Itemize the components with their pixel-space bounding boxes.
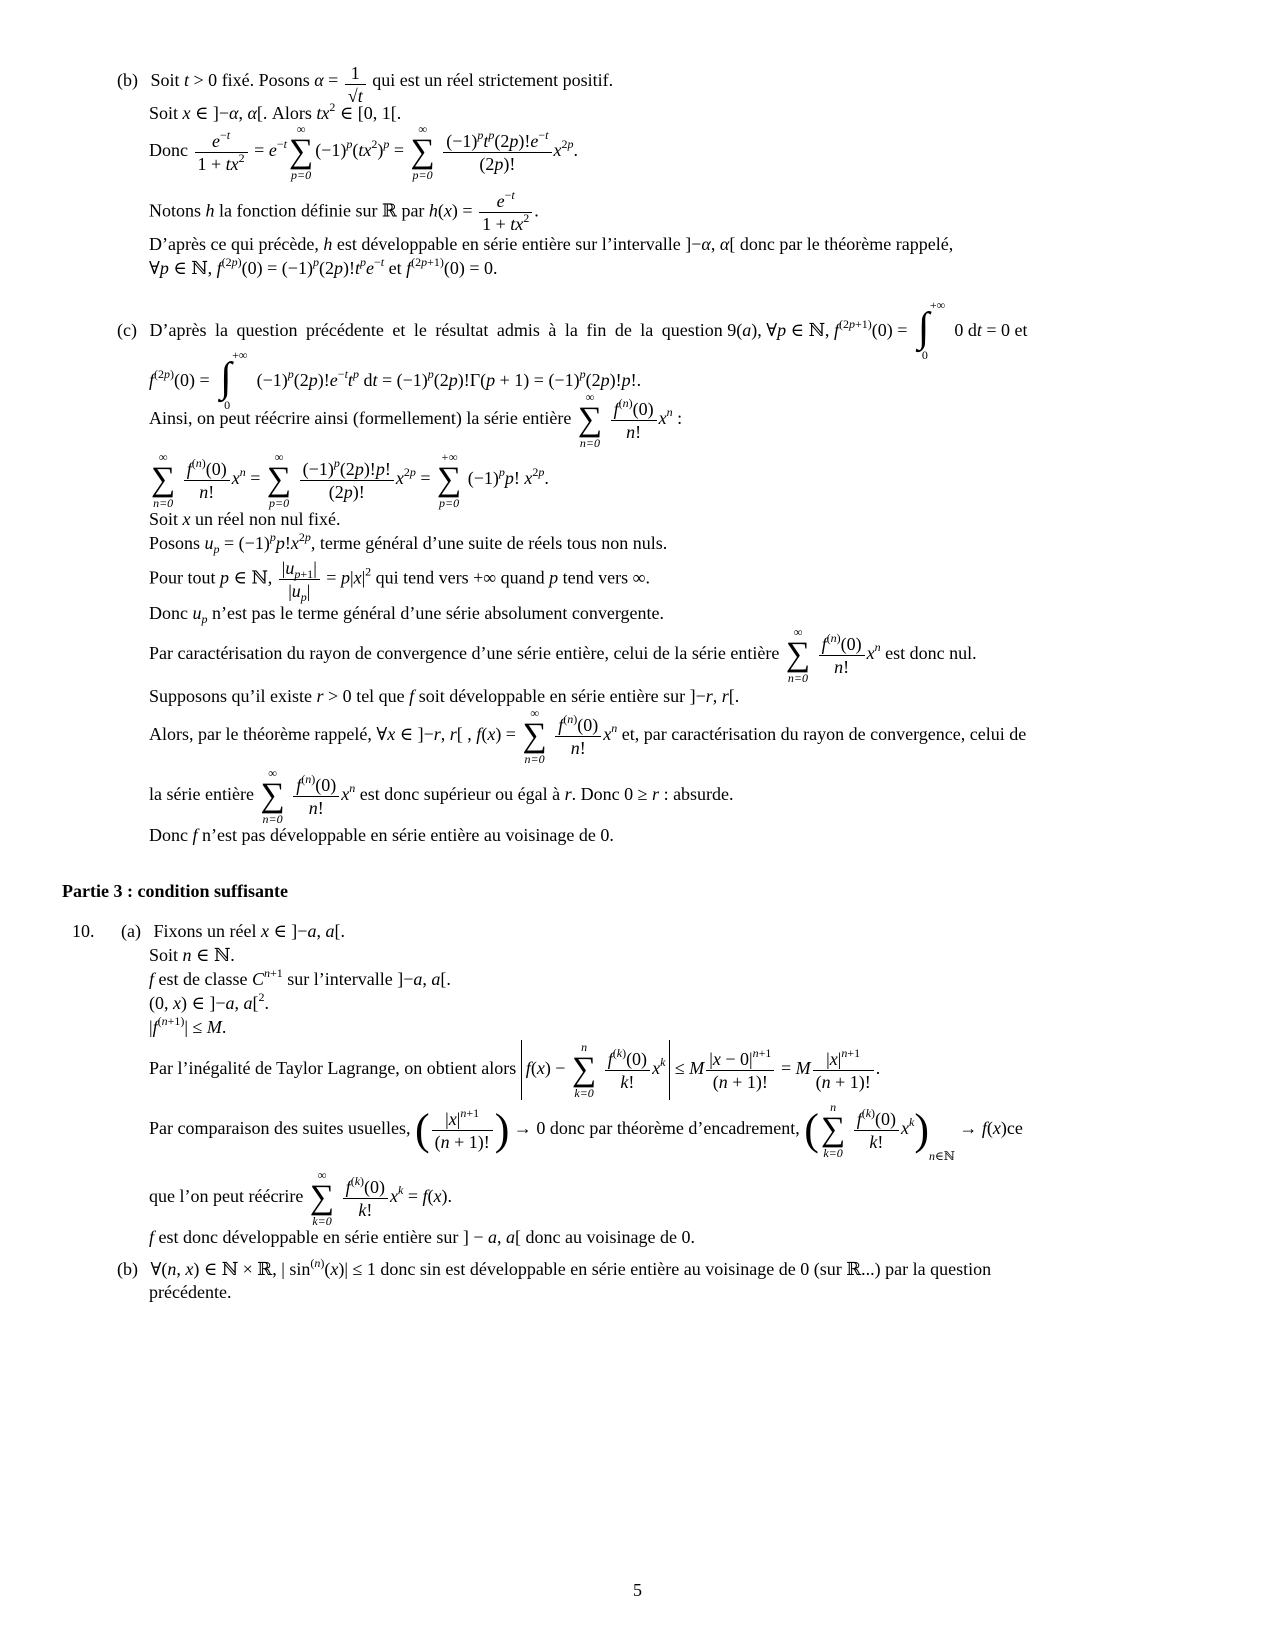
- q9c-line11: Alors, par le théorème rappelé, ∀x ∈ ]−r, r[ , f(x) = ∞ ∑ n=0 $\frac{f^{(n)}(0)}{n!}$ $x^n$ et, par caractérisation du rayon de convergence, celui de: [149, 706, 1027, 766]
- section-title: Partie 3 : condition suffisante: [62, 881, 288, 901]
- q9c-line7: Pour tout p ∈ ℕ, $\frac{|u_{p+1}|}{|u_p|}$ = $p|x|^2$ qui tend vers +∞ quand p tend vers ∞.: [149, 558, 650, 604]
- q10b-line2: précédente.: [149, 1282, 232, 1302]
- q9c-line9: Par caractérisation du rayon de convergence d’une série entière, celui de la série entière ∞ ∑ n=0 $\frac{f^{(n)}(0)}{n!}$ $x^n$ est donc nul.: [149, 625, 977, 685]
- q9c-line6: Posons $u_p = (-1)^pp!x^{2p}$, terme général d’une suite de réels tous non nuls.: [149, 530, 668, 556]
- q9c-line4: ∞ ∑ n=0 $\frac{f^{(n)}(0)}{n!}$ $x^n$ = ∞ ∑ p=0 $\frac{(-1)^p(2p)!p!}{(2p)!}$ $x^{2p}$ = +∞ ∑ p=0 $(-1)^pp$! $x^{2p}$.: [151, 450, 549, 510]
- q9b-line1: (b) Soit t > 0 fixé. Posons α = $\frac{1}{√t}$ qui est un réel strictement positif.: [117, 63, 614, 106]
- q9c-line5: Soit x un réel non nul fixé.: [149, 509, 341, 529]
- q10a-line2: Soit n ∈ ℕ.: [149, 945, 235, 965]
- integral-sign: ∫ +∞ 0: [220, 348, 248, 412]
- q10b-line1: (b) ∀(n, x) ∈ ℕ × ℝ, | $\sin^{(n)}(x)| \le 1$ donc sin est développable en série entière au voisinage de 0 (sur ℝ...) par la question: [117, 1256, 992, 1279]
- q9b-line6: ∀p ∈ ℕ, $f^{(2p)}(0) = (-1)^p(2p)!t^pe^{-t}$ et $f^{(2p+1)}(0) = 0$.: [149, 255, 498, 278]
- q9c-line13: Donc f n’est pas développable en série entière au voisinage de 0.: [149, 825, 614, 845]
- item-label: (b): [117, 70, 138, 90]
- item-label: (b): [117, 1259, 138, 1279]
- q9c-line8: Donc $u_p$ n’est pas le terme général d’une série absolument convergente.: [149, 603, 664, 626]
- q9c-line12: la série entière ∞ ∑ n=0 $\frac{f^{(n)}(0)}{n!}$ $x^n$ est donc supérieur ou égal à r. Donc 0 ≥ r : absurde.: [149, 766, 734, 826]
- q9b-line2: Soit x ∈ ]−α, α[. Alors $tx^2$ ∈ [0, 1[.: [149, 100, 402, 123]
- q9b-line4: Notons h la fonction définie sur ℝ par h(x) = $\frac{e^{-t}}{1 + tx^2}$ .: [149, 188, 539, 234]
- q10a-line4: (0, x) ∈ ]−a, a[$^2$.: [149, 990, 269, 1013]
- integral-sign: ∫ +∞ 0: [917, 298, 946, 362]
- q10a-line1: 10. (a) Fixons un réel x ∈ ]−a, a[.: [72, 921, 345, 941]
- item-label: (c): [117, 320, 137, 340]
- q10a-line6: Par l’inégalité de Taylor Lagrange, on obtient alors f(x) − n ∑ k=0 $\frac{f^{(k)}(0)}{k!}$ $x^k \le M$ $\frac{|x - 0|^{n+1}}{(n + 1)!}$ = M $\frac{|x|^{n+1}}{(n + 1)!}$ .: [149, 1040, 881, 1100]
- q9b-line3: Donc $\frac{e^{-t}}{1 + tx^2}$ = $e^{-t}$ ∞ ∑ p=0 $(-1)^p(tx^2)^p$ = ∞ ∑ p=0 $\frac{(-1)^pt^p(2p)!e^{-t}}{(2p)!}$ $x^{2p}$.: [149, 122, 579, 182]
- q10a-line8: que l’on peut réécrire ∞ ∑ k=0 $\frac{f^{(k)}(0)}{k!}$ $x^k = f(x)$.: [149, 1168, 453, 1228]
- q10a-line9: f est donc développable en série entière sur ] − a, a[ donc au voisinage de 0.: [149, 1227, 695, 1247]
- q10a-line3: f est de classe $C^{n+1}$ sur l’intervalle ]−a, a[.: [149, 966, 451, 989]
- page-number: 5: [633, 1580, 642, 1600]
- item-label: (a): [121, 921, 141, 941]
- q10a-line7: Par comparaison des suites usuelles, ( $\frac{|x|^{n+1}}{(n + 1)!}$ ) → 0 donc par théorème d’encadrement, ( n ∑ k=0 $\frac{f^{(k)}(0)}{k!}$ $x^k)_{n\in ℕ} \to f(x)ce$: [149, 1100, 1023, 1164]
- q9c-line3: Ainsi, on peut réécrire ainsi (formellement) la série entière ∞ ∑ n=0 $\frac{f^{(n)}(0)}{n!}$ $x^n$ :: [149, 390, 683, 450]
- q9c-line2: $f^{(2p)}(0)$ = ∫ +∞ 0 $(-1)^p(2p)!e^{-t}t^p$ dt = $(-1)^p(2p)!\Gamma(p + 1) = (-1)^p(2p)!p$!.: [149, 348, 642, 412]
- fraction-1-over-sqrt-t: $\frac{1}{√t}$: [345, 62, 366, 107]
- question-number: 10.: [72, 921, 95, 941]
- q9b-line5: D’après ce qui précède, h est développable en série entière sur l’intervalle ]−α, α[ donc par le théorème rappelé,: [149, 234, 954, 254]
- q9c-line10: Supposons qu’il existe r > 0 tel que f soit développable en série entière sur ]−r, r[.: [149, 686, 740, 706]
- q9c-line1: (c) D’après la question précédente et le résultat admis à la fin de la question 9(a), ∀p ∈ ℕ, $f^{(2p+1)}(0)$ = ∫ +∞ 0 0 dt = 0 et: [117, 298, 1028, 362]
- q10a-line5: $|f^{(n+1)}| \le M$.: [149, 1014, 227, 1037]
